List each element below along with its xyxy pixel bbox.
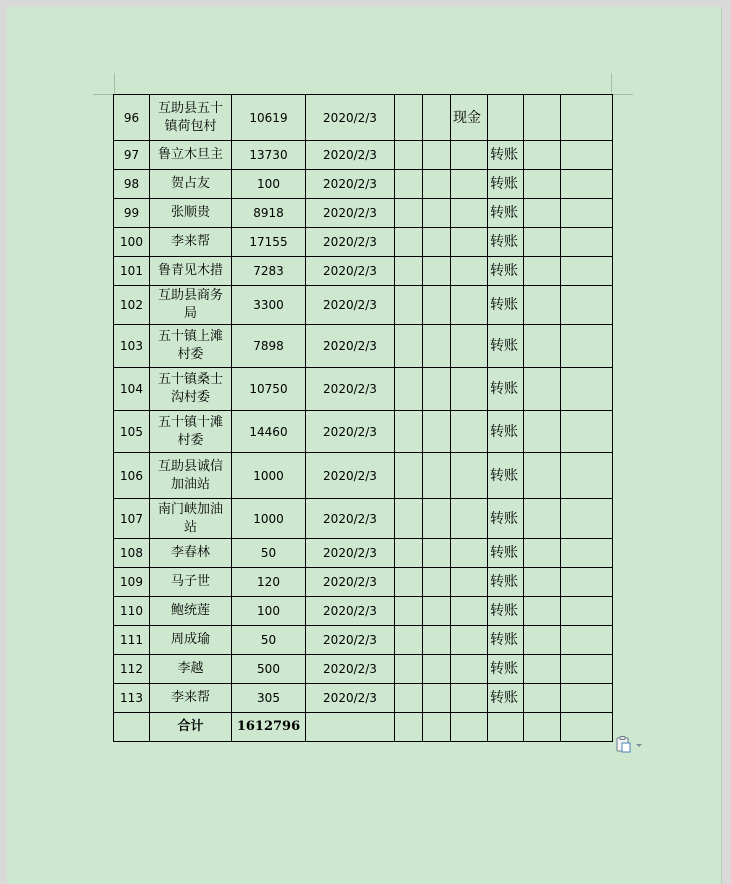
cell-empty[interactable]	[423, 368, 451, 411]
cell-empty[interactable]	[451, 411, 488, 453]
cell-date[interactable]: 2020/2/3	[306, 368, 395, 411]
cell-number[interactable]: 107	[114, 499, 150, 539]
cell-amount[interactable]: 100	[232, 597, 306, 626]
cell-payment[interactable]: 转账	[488, 453, 524, 499]
cell-empty[interactable]	[451, 655, 488, 684]
table-row[interactable]	[114, 95, 613, 141]
cell-amount[interactable]: 7898	[232, 325, 306, 368]
cell-number[interactable]: 103	[114, 325, 150, 368]
cell-payment[interactable]: 转账	[488, 199, 524, 228]
cell-empty[interactable]	[561, 411, 613, 453]
cell-number[interactable]: 102	[114, 286, 150, 325]
cell-empty[interactable]	[114, 713, 150, 742]
cell-number[interactable]: 104	[114, 368, 150, 411]
cell-amount[interactable]: 10619	[232, 95, 306, 141]
cell-empty[interactable]	[395, 199, 423, 228]
table-row[interactable]	[114, 411, 613, 453]
margin-mark-left	[114, 73, 115, 93]
total-amount[interactable]: 1612796	[232, 713, 306, 742]
cell-date[interactable]: 2020/2/3	[306, 453, 395, 499]
cell-empty[interactable]	[423, 411, 451, 453]
cell-empty[interactable]	[524, 199, 561, 228]
cell-empty[interactable]	[395, 499, 423, 539]
cell-name[interactable]: 互助县五十镇荷包村	[150, 95, 232, 141]
cell-amount[interactable]: 500	[232, 655, 306, 684]
cell-empty[interactable]	[451, 228, 488, 257]
cell-empty[interactable]	[524, 257, 561, 286]
cell-empty[interactable]	[395, 411, 423, 453]
cell-payment[interactable]: 转账	[488, 286, 524, 325]
cell-empty[interactable]	[561, 655, 613, 684]
cell-date[interactable]: 2020/2/3	[306, 539, 395, 568]
cell-empty[interactable]	[561, 368, 613, 411]
cell-date[interactable]: 2020/2/3	[306, 228, 395, 257]
cell-empty[interactable]	[561, 713, 613, 742]
cell-empty[interactable]	[561, 325, 613, 368]
cell-name[interactable]: 互助县诚信加油站	[150, 453, 232, 499]
cell-amount[interactable]: 8918	[232, 199, 306, 228]
cell-number[interactable]: 96	[114, 95, 150, 141]
cell-empty[interactable]	[524, 597, 561, 626]
cell-empty[interactable]	[395, 368, 423, 411]
cell-payment[interactable]: 转账	[488, 228, 524, 257]
cell-empty[interactable]	[451, 597, 488, 626]
table-row[interactable]	[114, 539, 613, 568]
cell-empty[interactable]	[395, 170, 423, 199]
cell-empty[interactable]	[524, 453, 561, 499]
cell-empty[interactable]	[561, 170, 613, 199]
cell-number[interactable]: 106	[114, 453, 150, 499]
cell-empty[interactable]	[451, 539, 488, 568]
cell-empty[interactable]	[524, 228, 561, 257]
cell-empty[interactable]	[395, 286, 423, 325]
cell-number[interactable]: 113	[114, 684, 150, 713]
cell-empty[interactable]	[451, 141, 488, 170]
cell-empty[interactable]	[423, 170, 451, 199]
cell-name[interactable]: 南门峡加油站	[150, 499, 232, 539]
cell-payment[interactable]: 转账	[488, 499, 524, 539]
cell-empty[interactable]	[423, 141, 451, 170]
cell-empty[interactable]	[423, 713, 451, 742]
margin-mark-right	[611, 73, 612, 93]
table-row[interactable]	[114, 626, 613, 655]
cell-empty[interactable]	[423, 95, 451, 141]
cell-number[interactable]: 105	[114, 411, 150, 453]
cell-empty[interactable]	[561, 228, 613, 257]
table-row[interactable]	[114, 141, 613, 170]
cell-payment[interactable]: 转账	[488, 626, 524, 655]
table-row[interactable]	[114, 199, 613, 228]
cell-empty[interactable]	[451, 170, 488, 199]
cell-empty[interactable]	[524, 499, 561, 539]
margin-mark-right-h	[613, 94, 633, 95]
cell-amount[interactable]: 7283	[232, 257, 306, 286]
cell-number[interactable]: 110	[114, 597, 150, 626]
cell-empty[interactable]	[423, 597, 451, 626]
cell-empty[interactable]	[524, 539, 561, 568]
cell-payment[interactable]: 转账	[488, 257, 524, 286]
cell-empty[interactable]	[488, 713, 524, 742]
cell-number[interactable]: 97	[114, 141, 150, 170]
cell-empty[interactable]	[451, 257, 488, 286]
table-row[interactable]	[114, 228, 613, 257]
cell-amount[interactable]: 305	[232, 684, 306, 713]
cell-date[interactable]: 2020/2/3	[306, 568, 395, 597]
cell-name[interactable]: 李越	[150, 655, 232, 684]
cell-empty[interactable]	[423, 453, 451, 499]
cell-amount[interactable]: 10750	[232, 368, 306, 411]
cell-name[interactable]: 五十镇上滩村委	[150, 325, 232, 368]
cell-payment[interactable]: 转账	[488, 655, 524, 684]
paste-options-icon	[614, 735, 646, 755]
cell-name[interactable]: 李春林	[150, 539, 232, 568]
cell-payment[interactable]: 转账	[488, 170, 524, 199]
cell-empty[interactable]	[451, 713, 488, 742]
cell-empty[interactable]	[423, 257, 451, 286]
cell-amount[interactable]: 1000	[232, 499, 306, 539]
cell-empty[interactable]	[395, 597, 423, 626]
cell-payment[interactable]: 转账	[488, 368, 524, 411]
cell-number[interactable]: 100	[114, 228, 150, 257]
cell-empty[interactable]	[423, 626, 451, 655]
cell-name[interactable]: 李来帮	[150, 228, 232, 257]
cell-empty[interactable]	[395, 325, 423, 368]
cell-empty[interactable]	[524, 411, 561, 453]
margin-mark-left-h	[93, 94, 113, 95]
cell-empty[interactable]	[561, 597, 613, 626]
cell-empty[interactable]	[395, 539, 423, 568]
cell-empty[interactable]	[423, 499, 451, 539]
cell-number[interactable]: 98	[114, 170, 150, 199]
cell-empty[interactable]	[561, 257, 613, 286]
cell-name[interactable]: 鲁青见木措	[150, 257, 232, 286]
cell-payment[interactable]: 转账	[488, 325, 524, 368]
cell-empty[interactable]	[524, 141, 561, 170]
cell-name[interactable]: 五十镇桑士沟村委	[150, 368, 232, 411]
cell-empty[interactable]	[524, 713, 561, 742]
cell-empty[interactable]	[488, 95, 524, 141]
cell-payment[interactable]: 现金	[451, 95, 488, 141]
cell-name[interactable]: 鲍统莲	[150, 597, 232, 626]
payment-table[interactable]	[113, 94, 613, 742]
cell-name[interactable]: 五十镇十滩村委	[150, 411, 232, 453]
cell-number[interactable]: 101	[114, 257, 150, 286]
cell-empty[interactable]	[524, 684, 561, 713]
table-row[interactable]	[114, 453, 613, 499]
cell-empty[interactable]	[561, 141, 613, 170]
cell-empty[interactable]	[395, 626, 423, 655]
cell-amount[interactable]: 100	[232, 170, 306, 199]
cell-empty[interactable]	[423, 199, 451, 228]
cell-payment[interactable]: 转账	[488, 597, 524, 626]
cell-empty[interactable]	[423, 228, 451, 257]
cell-name[interactable]: 李来帮	[150, 684, 232, 713]
cell-date[interactable]: 2020/2/3	[306, 411, 395, 453]
cell-empty[interactable]	[524, 95, 561, 141]
cell-payment[interactable]: 转账	[488, 684, 524, 713]
cell-empty[interactable]	[561, 626, 613, 655]
cell-empty[interactable]	[395, 684, 423, 713]
cell-name[interactable]: 互助县商务局	[150, 286, 232, 325]
table-row[interactable]	[114, 170, 613, 199]
cell-empty[interactable]	[451, 568, 488, 597]
cell-number[interactable]: 108	[114, 539, 150, 568]
total-row[interactable]	[114, 713, 613, 742]
cell-empty[interactable]	[395, 568, 423, 597]
cell-empty[interactable]	[395, 228, 423, 257]
cell-amount[interactable]: 14460	[232, 411, 306, 453]
cell-empty[interactable]	[451, 626, 488, 655]
cell-empty[interactable]	[395, 141, 423, 170]
cell-empty[interactable]	[423, 286, 451, 325]
table-row[interactable]	[114, 568, 613, 597]
cell-amount[interactable]: 3300	[232, 286, 306, 325]
cell-empty[interactable]	[524, 325, 561, 368]
cell-empty[interactable]	[561, 684, 613, 713]
cell-empty[interactable]	[561, 499, 613, 539]
cell-empty[interactable]	[423, 684, 451, 713]
cell-empty[interactable]	[524, 170, 561, 199]
cell-number[interactable]: 99	[114, 199, 150, 228]
cell-name[interactable]: 鲁立木旦主	[150, 141, 232, 170]
cell-number[interactable]: 112	[114, 655, 150, 684]
cell-payment[interactable]: 转账	[488, 141, 524, 170]
table-row[interactable]	[114, 499, 613, 539]
cell-date[interactable]: 2020/2/3	[306, 655, 395, 684]
cell-amount[interactable]: 50	[232, 626, 306, 655]
paste-options-button[interactable]	[614, 735, 646, 755]
cell-date[interactable]: 2020/2/3	[306, 257, 395, 286]
cell-date[interactable]: 2020/2/3	[306, 199, 395, 228]
cell-empty[interactable]	[561, 199, 613, 228]
cell-empty[interactable]	[561, 568, 613, 597]
cell-empty[interactable]	[561, 453, 613, 499]
table-row[interactable]	[114, 597, 613, 626]
table-row[interactable]	[114, 286, 613, 325]
cell-empty[interactable]	[451, 325, 488, 368]
cell-empty[interactable]	[451, 286, 488, 325]
cell-empty[interactable]	[395, 655, 423, 684]
table-row[interactable]	[114, 655, 613, 684]
cell-payment[interactable]: 转账	[488, 411, 524, 453]
cell-empty[interactable]	[395, 713, 423, 742]
total-label[interactable]: 合计	[150, 713, 232, 742]
table-row[interactable]	[114, 257, 613, 286]
cell-name[interactable]: 周成瑜	[150, 626, 232, 655]
table-row[interactable]	[114, 368, 613, 411]
cell-empty[interactable]	[524, 568, 561, 597]
cell-empty[interactable]	[395, 95, 423, 141]
cell-empty[interactable]	[423, 325, 451, 368]
cell-amount[interactable]: 1000	[232, 453, 306, 499]
cell-date[interactable]: 2020/2/3	[306, 170, 395, 199]
cell-empty[interactable]	[561, 539, 613, 568]
cell-empty[interactable]	[451, 368, 488, 411]
cell-empty[interactable]	[395, 257, 423, 286]
cell-empty[interactable]	[306, 713, 395, 742]
cell-empty[interactable]	[451, 684, 488, 713]
cell-name[interactable]: 马子世	[150, 568, 232, 597]
table-row[interactable]	[114, 325, 613, 368]
cell-amount[interactable]: 17155	[232, 228, 306, 257]
cell-payment[interactable]: 转账	[488, 568, 524, 597]
cell-date[interactable]: 2020/2/3	[306, 325, 395, 368]
cell-empty[interactable]	[423, 655, 451, 684]
cell-number[interactable]: 111	[114, 626, 150, 655]
cell-empty[interactable]	[561, 95, 613, 141]
cell-date[interactable]: 2020/2/3	[306, 95, 395, 141]
cell-number[interactable]: 109	[114, 568, 150, 597]
cell-name[interactable]: 张顺贵	[150, 199, 232, 228]
cell-empty[interactable]	[561, 286, 613, 325]
cell-date[interactable]: 2020/2/3	[306, 141, 395, 170]
cell-date[interactable]: 2020/2/3	[306, 597, 395, 626]
cell-name[interactable]: 贺占友	[150, 170, 232, 199]
cell-empty[interactable]	[524, 626, 561, 655]
cell-payment[interactable]: 转账	[488, 539, 524, 568]
cell-date[interactable]: 2020/2/3	[306, 626, 395, 655]
cell-empty[interactable]	[395, 453, 423, 499]
cell-empty[interactable]	[524, 368, 561, 411]
cell-empty[interactable]	[451, 199, 488, 228]
cell-amount[interactable]: 50	[232, 539, 306, 568]
cell-amount[interactable]: 13730	[232, 141, 306, 170]
table-row[interactable]	[114, 684, 613, 713]
cell-empty[interactable]	[524, 655, 561, 684]
cell-empty[interactable]	[423, 539, 451, 568]
cell-amount[interactable]: 120	[232, 568, 306, 597]
cell-date[interactable]: 2020/2/3	[306, 684, 395, 713]
cell-date[interactable]: 2020/2/3	[306, 499, 395, 539]
cell-empty[interactable]	[524, 286, 561, 325]
cell-empty[interactable]	[423, 568, 451, 597]
cell-date[interactable]: 2020/2/3	[306, 286, 395, 325]
cell-empty[interactable]	[451, 453, 488, 499]
cell-empty[interactable]	[451, 499, 488, 539]
